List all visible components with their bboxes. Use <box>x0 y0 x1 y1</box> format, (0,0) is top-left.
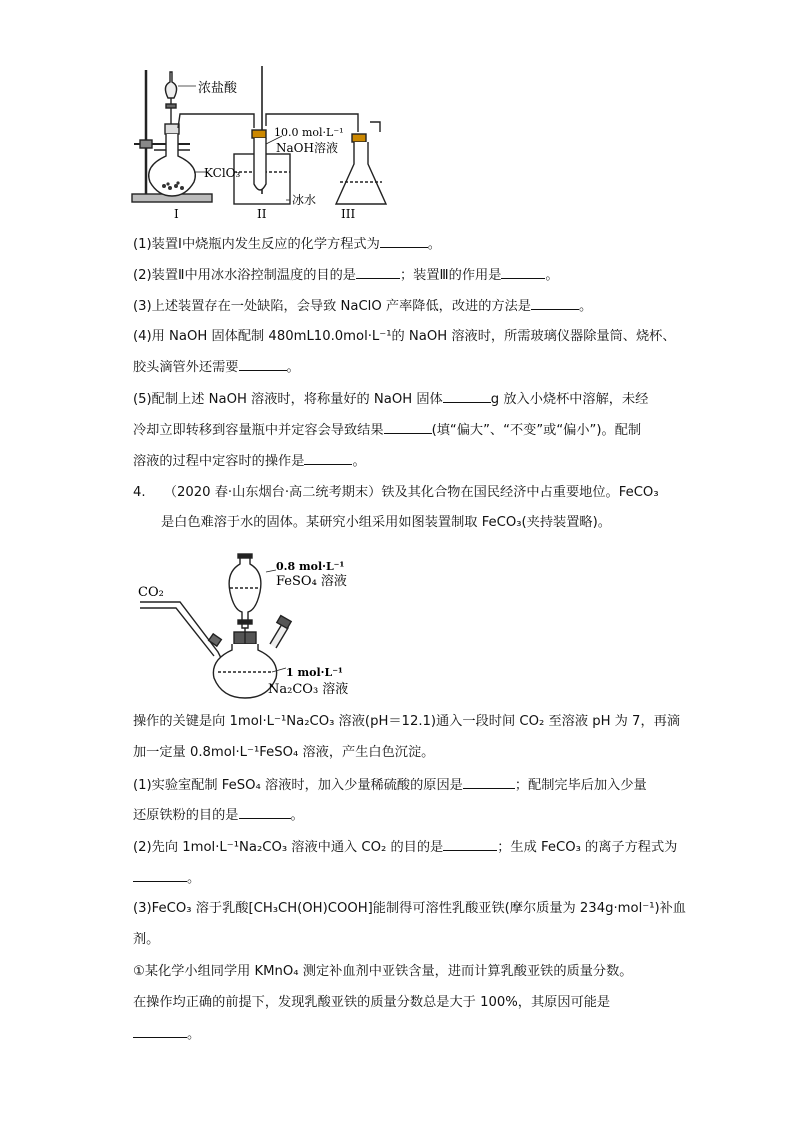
q4-subpart1-text-b: 在操作均正确的前提下，发现乳酸亚铁的质量分数总是大于 100%，其原因可能是 <box>133 995 611 1010</box>
hcl-label: 浓盐酸 <box>198 81 238 96</box>
q3-part5-line2 <box>133 421 641 440</box>
feso4-concentration-label: 0.8 mol·L⁻¹ <box>276 560 345 573</box>
q3-part1 <box>133 235 441 254</box>
q4-part1-text-b: 还原铁粉的目的是 <box>133 808 239 823</box>
co2-label: CO₂ <box>138 585 164 600</box>
q4-part2-text-a-end: ；生成 FeCO₃ 的离子方程式为 <box>497 840 678 855</box>
naoh-solution-label: NaOH溶液 <box>276 141 338 155</box>
q3-part2-text-a: (2)装置Ⅱ中用冰水浴控制温度的目的是 <box>133 268 356 283</box>
q3-part2-end: 。 <box>545 268 559 283</box>
apparatus-label-1: I <box>174 207 179 221</box>
q3-part4-line1 <box>133 328 676 346</box>
apparatus-label-2: II <box>257 207 267 221</box>
q4-operation-text-a: 操作的关键是向 1mol·L⁻¹Na₂CO₃ 溶液(pH＝12.1)通入一段时间 CO₂ 至溶液 pH 为 7，再滴 <box>133 714 681 729</box>
q4-intro-b: 是白色难溶于水的固体。某研究小组采用如图装置制取 FeCO₃(夹持装置略)。 <box>161 515 611 530</box>
q3-part5-text-b-end: (填“偏大”、“不变”或“偏小”)。配制 <box>431 423 642 438</box>
q4-operation-text-b: 加一定量 0.8mol·L⁻¹FeSO₄ 溶液，产生白色沉淀。 <box>133 745 435 760</box>
question-number: 4. <box>133 485 146 500</box>
q3-part5-text-c-end: 。 <box>352 454 366 469</box>
q4-operation-line1 <box>133 713 680 731</box>
na2co3-solution-label: Na₂CO₃ 溶液 <box>268 682 349 697</box>
q4-part1-text-b-end: 。 <box>290 808 304 823</box>
answer-blank[interactable] <box>304 452 352 465</box>
naoh-concentration-label: 10.0 mol·L⁻¹ <box>274 126 344 139</box>
q4-part2-line1 <box>133 838 677 857</box>
q3-part5-text-b: 冷却立即转移到容量瓶中并定容会导致结果 <box>133 423 384 438</box>
q4-header-line1 <box>133 484 659 502</box>
na2co3-concentration-label: 1 mol·L⁻¹ <box>286 666 343 679</box>
answer-blank[interactable] <box>384 421 432 434</box>
q4-part1-text-a-end: ；配制完毕后加入少量 <box>514 778 647 793</box>
q3-part4-text-a: (4)用 NaOH 固体配制 480mL10.0mol·L⁻¹的 NaOH 溶液时，所需玻璃仪器除量筒、烧杯、 <box>133 329 676 344</box>
apparatus-figure-2 <box>130 552 370 700</box>
answer-blank[interactable] <box>239 358 287 371</box>
q4-part2-text-b-end: 。 <box>187 871 201 886</box>
q3-part5-text-a-end: g 放入小烧杯中溶解，未经 <box>490 392 649 407</box>
q3-part5-line3 <box>133 452 366 471</box>
q3-part4-text-b: 胶头滴管外还需要 <box>133 360 239 375</box>
answer-blank[interactable] <box>380 235 428 248</box>
q3-part3 <box>133 297 592 316</box>
feso4-solution-label: FeSO₄ 溶液 <box>276 574 347 589</box>
answer-blank[interactable] <box>443 838 497 851</box>
q3-part4-end: 。 <box>286 360 300 375</box>
q3-part4-line2 <box>133 358 300 377</box>
q4-subpart1-line2 <box>133 994 610 1012</box>
q4-header-line2 <box>161 514 611 532</box>
kclo3-label: KClO₃ <box>204 166 241 180</box>
q3-part2 <box>133 266 559 285</box>
q4-part1-line1 <box>133 776 647 795</box>
q4-part3-line1 <box>133 900 686 918</box>
answer-blank[interactable] <box>443 390 491 403</box>
q3-part5-text-a: (5)配制上述 NaOH 溶液时，将称量好的 NaOH 固体 <box>133 392 443 407</box>
q4-part2-line2 <box>133 869 200 888</box>
answer-blank[interactable] <box>239 806 291 819</box>
q4-part3-text-a: (3)FeCO₃ 溶于乳酸[CH₃CH(OH)COOH]能制得可溶性乳酸亚铁(摩尔质量为 234g·mol⁻¹)补血 <box>133 901 686 916</box>
q3-part3-end: 。 <box>578 299 593 314</box>
apparatus-label-3: III <box>341 207 356 221</box>
q4-part1-line2 <box>133 806 304 825</box>
q3-part5-line1 <box>133 390 648 409</box>
q4-part2-text-a: (2)先向 1mol·L⁻¹Na₂CO₃ 溶液中通入 CO₂ 的目的是 <box>133 840 444 855</box>
q3-part1-text: (1)装置Ⅰ中烧瓶内发生反应的化学方程式为 <box>133 237 380 252</box>
q4-subpart1-line3 <box>133 1025 200 1044</box>
q4-subpart1-text-a: ①某化学小组同学用 KMnO₄ 测定补血剂中亚铁含量，进而计算乳酸亚铁的质量分数。 <box>133 964 633 979</box>
q4-intro-a: 铁及其化合物在国民经济中占重要地位。FeCO₃ <box>381 485 659 500</box>
answer-blank[interactable] <box>356 266 400 279</box>
q4-operation-line2 <box>133 744 434 762</box>
answer-blank[interactable] <box>531 297 579 310</box>
ice-water-label: 冰水 <box>292 193 317 207</box>
q3-part3-text: (3)上述装置存在一处缺陷，会导致 NaClO 产率降低，改进的方法是 <box>133 299 531 314</box>
q3-part5-text-c: 溶液的过程中定容时的操作是 <box>133 454 305 469</box>
answer-blank[interactable] <box>133 1025 187 1038</box>
q4-subpart1-line1 <box>133 963 632 981</box>
q3-part2-text-b: ；装置Ⅲ的作用是 <box>399 268 502 283</box>
answer-blank[interactable] <box>501 266 545 279</box>
answer-blank[interactable] <box>463 776 515 789</box>
q4-part3-text-b: 剂。 <box>133 932 160 947</box>
answer-blank[interactable] <box>133 869 187 882</box>
q4-part1-text-a: (1)实验室配制 FeSO₄ 溶液时，加入少量稀硫酸的原因是 <box>133 778 463 793</box>
q4-part3-line2 <box>133 931 159 949</box>
apparatus-figure-1 <box>130 64 390 224</box>
q4-subpart1-text-c-end: 。 <box>187 1027 201 1042</box>
question-source: （2020 春·山东烟台·高二统考期末） <box>163 485 382 500</box>
q3-part1-end: 。 <box>427 237 441 252</box>
